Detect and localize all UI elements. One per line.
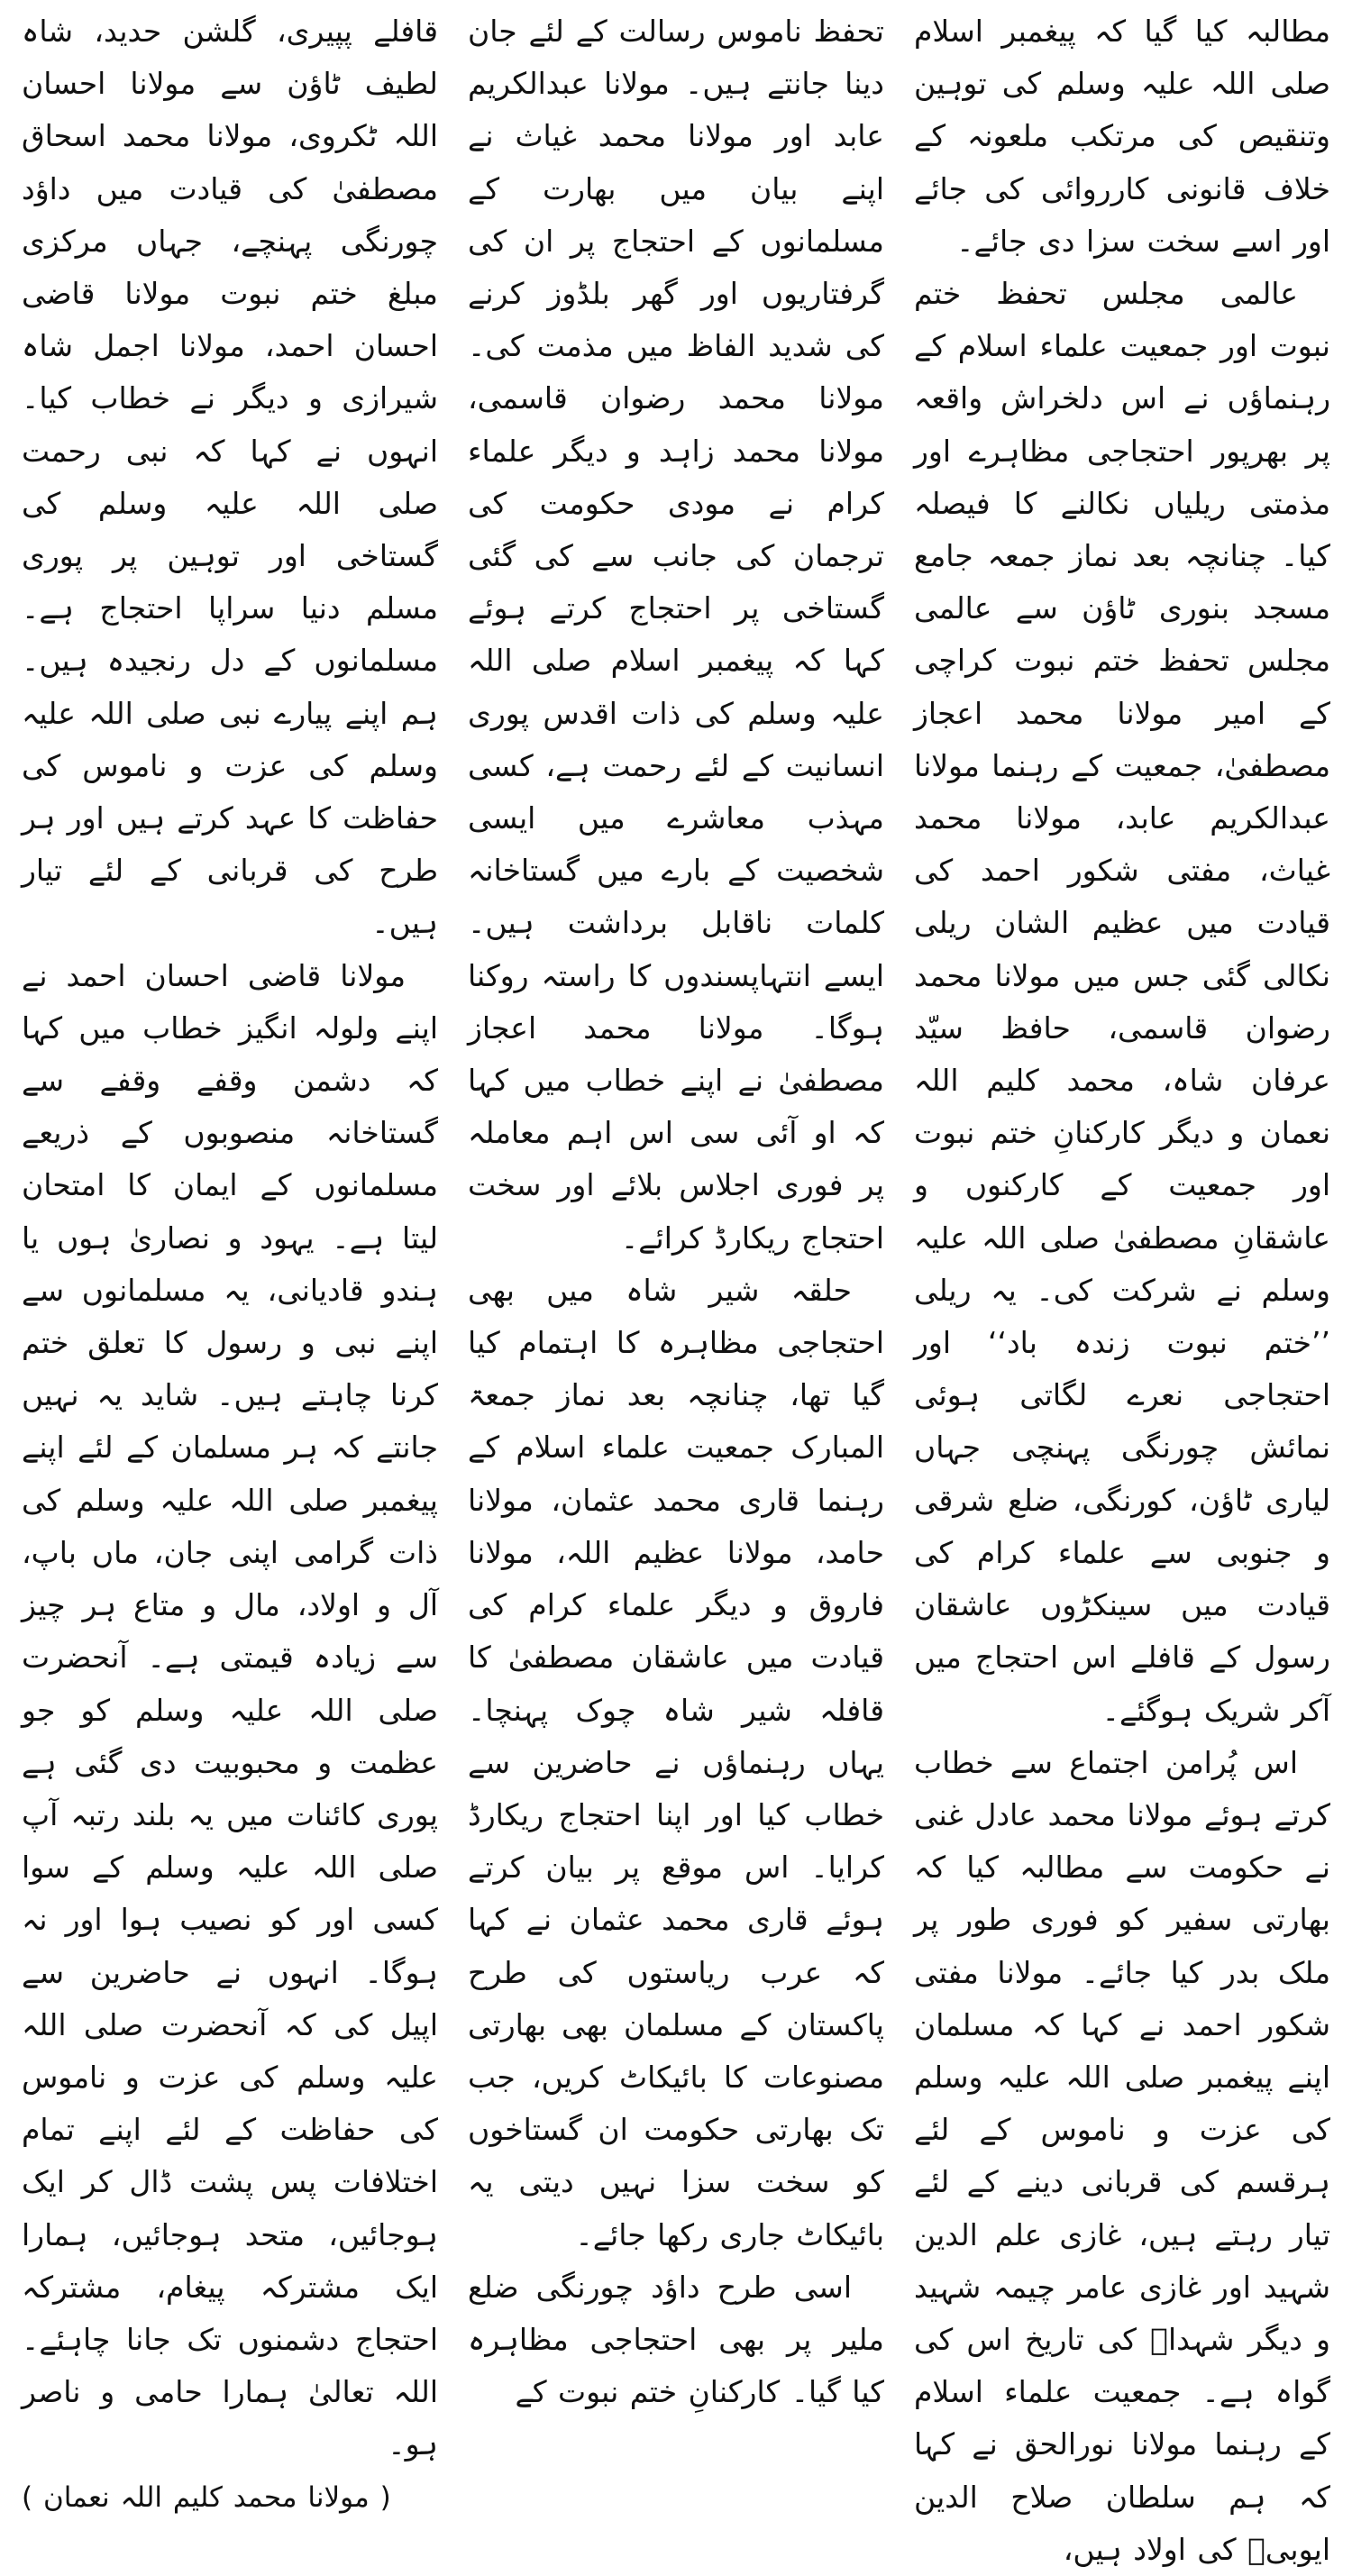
article-paragraph: قافلے پپیری، گلشن حدید، شاہ لطیف ٹاؤن سے مولانا احسان اللہ ٹکروی، مولانا محمد اسحاق مصطفیٰ کی قیادت میں داؤد چورنگی پہنچے، جہاں مرکزی مبلغ ختم نبوت مولانا قاضی احسان احمد، مولانا اجمل شاہ شیرازی و دیگر نے خطاب کیا۔ انہوں نے کہا کہ نبی رحمت صلی اللہ علیہ وسلم کی گستاخی اور توہین پر پوری مسلم دنیا سراپا احتجاج ہے۔ مسلمانوں کے دل رنجیدہ ہیں۔ ہم اپنے پیارے نبی صلی اللہ علیہ وسلم کی عزت و ناموس کی حفاظت کا عہد کرتے ہیں اور ہر طرح کی قربانی کے لئے تیار ہیں۔ — [22, 14, 438, 941]
author-signature: ( مولانا محمد کلیم اللہ نعمان ) — [22, 2480, 391, 2514]
article-column-right — [914, 5, 1330, 2567]
article-paragraph: مولانا قاضی احسان احمد نے اپنے ولولہ انگیز خطاب میں کہا کہ دشمن وقفے وقفے سے گستاخانہ منصوبوں کے ذریعے مسلمانوں کے ایمان کا امتحان لیتا ہے۔ یہود و نصاریٰ ہوں یا ہندو قادیانی، یہ مسلمانوں سے اپنے نبی و رسول کا تعلق ختم کرنا چاہتے ہیں۔ شاید یہ نہیں جانتے کہ ہر مسلمان کے لئے اپنے پیغمبر صلی اللہ علیہ وسلم کی ذات گرامی اپنی جان، ماں باپ، آل و اولاد، مال و متاع ہر چیز سے زیادہ قیمتی ہے۔ آنحضرت صلی اللہ علیہ وسلم کو جو عظمت و محبوبیت دی گئی ہے پوری کائنات میں یہ بلند رتبہ آپ صلی اللہ علیہ وسلم کے سوا کسی اور کو نصیب ہوا اور نہ ہوگا۔ انہوں نے حاضرین سے اپیل کی کہ آنحضرت صلی اللہ علیہ وسلم کی عزت و ناموس کی حفاظت کے لئے اپنے تمام اختلافات پس پشت ڈال کر ایک ہوجائیں، متحد ہوجائیں، ہمارا ایک مشترکہ پیغام، مشترکہ احتجاج دشمنوں تک جانا چاہئے۔ اللہ تعالیٰ ہمارا حامی و ناصر ہو۔ — [22, 957, 438, 2462]
article-column-middle — [468, 5, 884, 2410]
article-column-left — [22, 5, 438, 2514]
article-paragraph: اس پُرامن اجتماع سے خطاب کرتے ہوئے مولانا محمد عادل غنی نے حکومت سے مطالبہ کیا کہ بھارتی سفیر کو فوری طور پر ملک بدر کیا جائے۔ مولانا مفتی شکور احمد نے کہا کہ مسلمان اپنے پیغمبر صلی اللہ علیہ وسلم کی عزت و ناموس کے لئے ہرقسم کی قربانی دینے کے لئے تیار رہتے ہیں، غازی علم الدین شہید اور غازی عامر چیمہ شہید و دیگر شہداؑ کی تاریخ اس کی گواہ ہے۔ جمعیت علماء اسلام کے رہنما مولانا نورالحق نے کہا کہ ہم سلطان صلاح الدین ایوبیؒ کی اولاد ہیں، — [914, 1744, 1330, 2567]
article-paragraph: حلقہ شیر شاہ میں بھی احتجاجی مظاہرہ کا اہتمام کیا گیا تھا، چنانچہ بعد نماز جمعۃ المبارک جمعیت علماء اسلام کے رہنما قاری محمد عثمان، مولانا حامد، مولانا عظیم اللہ، مولانا فاروق و دیگر علماء کرام کی قیادت میں عاشقان مصطفیٰ کا قافلہ شیر شاہ چوک پہنچا۔ یہاں رہنماؤں نے حاضرین سے خطاب کیا اور اپنا احتجاج ریکارڈ کرایا۔ اس موقع پر بیان کرتے ہوئے قاری محمد عثمان نے کہا کہ عرب ریاستوں کی طرح پاکستان کے مسلمان بھی بھارتی مصنوعات کا بائیکاٹ کریں، جب تک بھارتی حکومت ان گستاخوں کو سخت سزا نہیں دیتی یہ بائیکاٹ جاری رکھا جائے۔ — [468, 1272, 884, 2252]
article-paragraph: مطالبہ کیا گیا کہ پیغمبر اسلام صلی اللہ علیہ وسلم کی توہین وتنقیص کی مرتکب ملعونہ کے خلاف قانونی کارروائی کی جائے اور اسے سخت سزا دی جائے۔ — [914, 14, 1330, 259]
article-paragraph: تحفظ ناموس رسالت کے لئے جان دینا جانتے ہیں۔ مولانا عبدالکریم عابد اور مولانا محمد غیاث نے اپنے بیان میں بھارت کے مسلمانوں کے احتجاج پر ان کی گرفتاریوں اور گھر بلڈوز کرنے کی شدید الفاظ میں مذمت کی۔ مولانا محمد رضوان قاسمی، مولانا محمد زاہد و دیگر علماء کرام نے مودی حکومت کی ترجمان کی جانب سے کی گئی گستاخی پر احتجاج کرتے ہوئے کہا کہ پیغمبر اسلام صلی اللہ علیہ وسلم کی ذات اقدس پوری انسانیت کے لئے رحمت ہے، کسی مہذب معاشرے میں ایسی شخصیت کے بارے میں گستاخانہ کلمات ناقابل برداشت ہیں۔ ایسے انتہاپسندوں کا راستہ روکنا ہوگا۔ مولانا محمد اعجاز مصطفیٰ نے اپنے خطاب میں کہا کہ او آئی سی اس اہم معاملہ پر فوری اجلاس بلائے اور سخت احتجاج ریکارڈ کرائے۔ — [468, 14, 884, 1256]
article-paragraph: اسی طرح داؤد چورنگی ضلع ملیر پر بھی احتجاجی مظاہرہ کیا گیا۔ کارکنانِ ختم نبوت کے — [468, 2269, 884, 2410]
article-paragraph: عالمی مجلس تحفظ ختم نبوت اور جمعیت علماء اسلام کے رہنماؤں نے اس دلخراش واقعہ پر بھرپور احتجاجی مظاہرے اور مذمتی ریلیاں نکالنے کا فیصلہ کیا۔ چنانچہ بعد نماز جمعہ جامع مسجد بنوری ٹاؤن سے عالمی مجلس تحفظ ختم نبوت کراچی کے امیر مولانا محمد اعجاز مصطفیٰ، جمعیت کے رہنما مولانا عبدالکریم عابد، مولانا محمد غیاث، مفتی شکور احمد کی قیادت میں عظیم الشان ریلی نکالی گئی جس میں مولانا محمد رضوان قاسمی، حافظ سیّد عرفان شاہ، محمد کلیم اللہ نعمان و دیگر کارکنانِ ختم نبوت اور جمعیت کے کارکنوں و عاشقانِ مصطفیٰ صلی اللہ علیہ وسلم نے شرکت کی۔ یہ ریلی ’’ختم نبوت زندہ باد‘‘ اور احتجاجی نعرے لگاتی ہوئی نمائش چورنگی پہنچی جہاں لیاری ٹاؤن، کورنگی، ضلع شرقی و جنوبی سے علماء کرام کی قیادت میں سینکڑوں عاشقان رسول کے قافلے اس احتجاج میں آکر شریک ہوگئے۔ — [914, 276, 1330, 1728]
